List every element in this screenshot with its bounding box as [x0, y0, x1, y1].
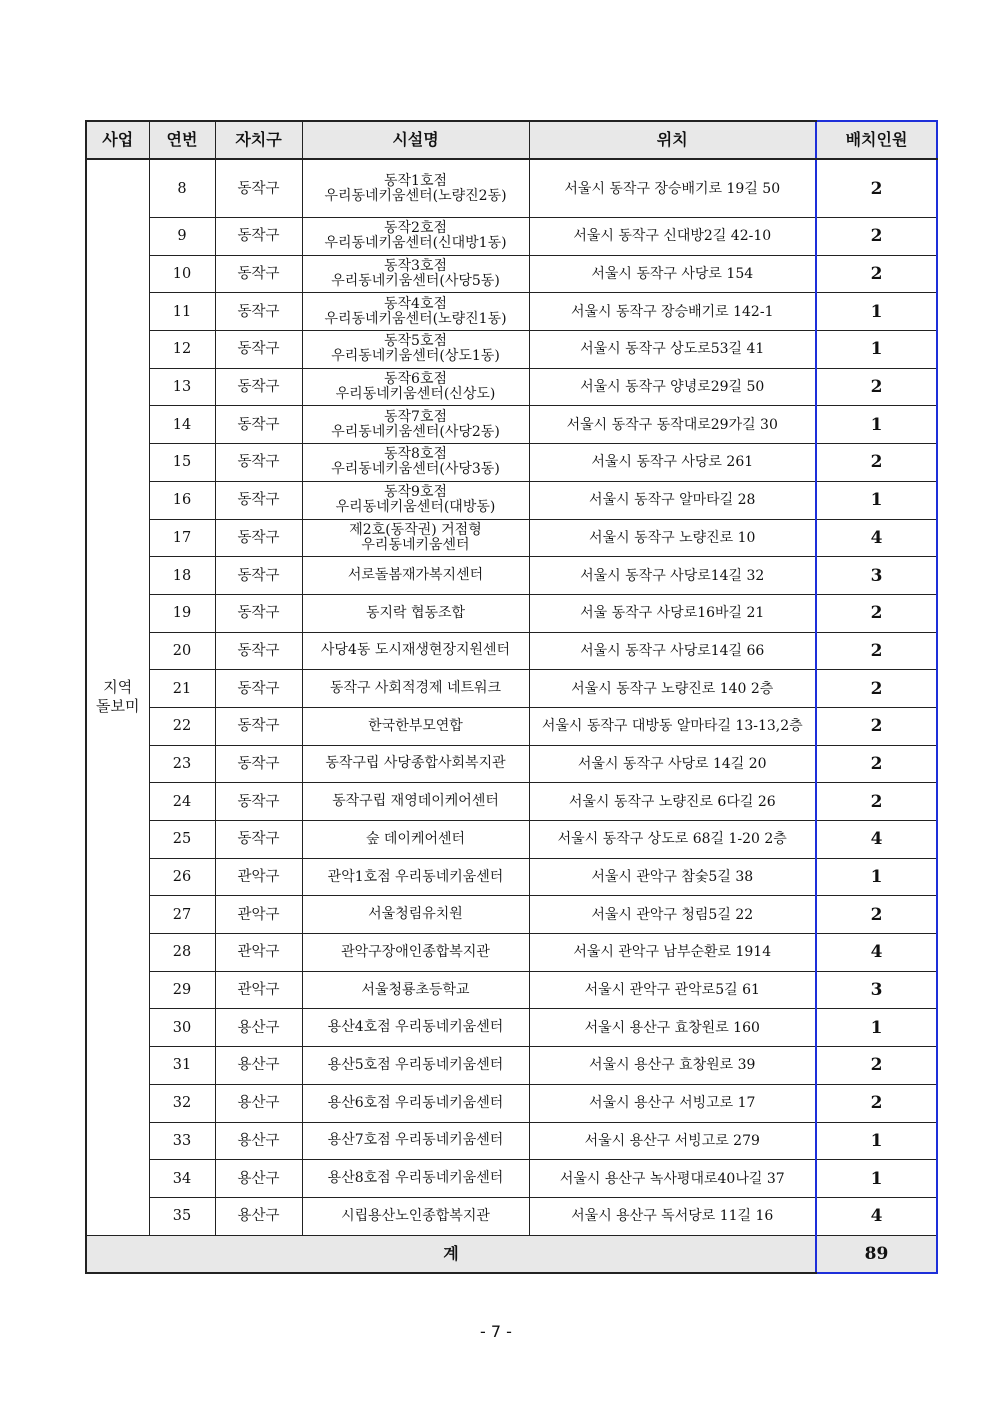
- table-row: [86, 159, 937, 218]
- facility-cell: [302, 971, 529, 1009]
- location-cell: 서울시 용산구 서빙고로 17: [529, 1084, 816, 1122]
- row-number-cell: 12: [149, 331, 215, 369]
- staff-count-cell: 2: [816, 594, 937, 632]
- table-row: [86, 971, 937, 1009]
- district-cell: 용산구: [215, 1122, 302, 1160]
- table-row: [86, 783, 937, 821]
- row-number-cell: 35: [149, 1197, 215, 1235]
- table-row: [86, 670, 937, 708]
- location-cell: 서울시 관악구 청림5길 22: [529, 896, 816, 934]
- facility-cell: [302, 670, 529, 708]
- facility-line: 용산5호점 우리동네키움센터: [327, 1056, 504, 1073]
- district-cell: 동작구: [215, 745, 302, 783]
- row-number-cell: 11: [149, 293, 215, 331]
- district-cell: 동작구: [215, 406, 302, 444]
- facility-line: 서울청림유치원: [368, 906, 463, 923]
- location-cell: 서울시 동작구 사당로 14길 20: [529, 745, 816, 783]
- location-cell: 서울시 동작구 대방동 알마타길 13-13,2층: [529, 707, 816, 745]
- row-number-cell: 32: [149, 1084, 215, 1122]
- table-row: [86, 1197, 937, 1235]
- staff-count-cell: 4: [816, 934, 937, 972]
- row-number-cell: 22: [149, 707, 215, 745]
- row-number-cell: 21: [149, 670, 215, 708]
- row-number-cell: 18: [149, 557, 215, 595]
- facility-cell: [302, 783, 529, 821]
- facility-cell: [302, 519, 529, 557]
- table-row: [86, 368, 937, 406]
- facility-cell: [302, 293, 529, 331]
- row-number-cell: 8: [149, 159, 215, 218]
- facility-line: 우리동네키움센터(노량진1동): [324, 310, 507, 327]
- facility-cell: [302, 745, 529, 783]
- facility-cell: [302, 821, 529, 859]
- table-row: [86, 293, 937, 331]
- facility-line: 동작구 사회적경제 네트워크: [329, 680, 502, 697]
- header-staff: 배치인원: [816, 121, 937, 159]
- table-row: [86, 1122, 937, 1160]
- staff-count-cell: 1: [816, 481, 937, 519]
- facility-line: 동작4호점: [383, 295, 447, 312]
- district-cell: 동작구: [215, 632, 302, 670]
- table-row: [86, 444, 937, 482]
- facility-cell: [302, 1122, 529, 1160]
- facility-line: 용산8호점 우리동네키움센터: [327, 1170, 504, 1187]
- location-cell: 서울시 용산구 서빙고로 279: [529, 1122, 816, 1160]
- row-number-cell: 17: [149, 519, 215, 557]
- location-cell: 서울시 용산구 녹사평대로40나길 37: [529, 1160, 816, 1198]
- staff-count-cell: 2: [816, 255, 937, 293]
- staff-placement-table: [85, 120, 938, 1274]
- district-cell: 동작구: [215, 670, 302, 708]
- district-cell: 관악구: [215, 971, 302, 1009]
- district-cell: 동작구: [215, 519, 302, 557]
- table-row: [86, 1084, 937, 1122]
- row-number-cell: 10: [149, 255, 215, 293]
- staff-count-cell: 3: [816, 971, 937, 1009]
- row-number-cell: 27: [149, 896, 215, 934]
- row-number-cell: 9: [149, 218, 215, 256]
- total-row: [86, 1235, 937, 1273]
- category-cell: [86, 159, 149, 1235]
- facility-line: 한국한부모연합: [368, 717, 463, 734]
- district-cell: 동작구: [215, 255, 302, 293]
- location-cell: 서울시 동작구 사당로14길 66: [529, 632, 816, 670]
- district-cell: 동작구: [215, 557, 302, 595]
- facility-line: 우리동네키움센터(상도1동): [331, 348, 500, 365]
- facility-line: 우리동네키움센터(신상도): [335, 386, 496, 403]
- facility-line: 동작구립 재영데이케어센터: [332, 793, 499, 810]
- district-cell: 동작구: [215, 368, 302, 406]
- facility-line: 용산6호점 우리동네키움센터: [327, 1094, 504, 1111]
- district-cell: 동작구: [215, 594, 302, 632]
- facility-line: 동작구립 사당종합사회복지관: [325, 755, 506, 772]
- table-row: [86, 406, 937, 444]
- staff-count-cell: 2: [816, 1047, 937, 1085]
- location-cell: 서울시 동작구 알마타길 28: [529, 481, 816, 519]
- facility-line: 동작6호점: [383, 371, 447, 388]
- table-row: [86, 1009, 937, 1047]
- facility-line: 우리동네키움센터(사당3동): [331, 461, 500, 478]
- location-cell: 서울시 동작구 노량진로 6다길 26: [529, 783, 816, 821]
- staff-count-cell: 1: [816, 1122, 937, 1160]
- row-number-cell: 20: [149, 632, 215, 670]
- staff-count-cell: 2: [816, 159, 937, 218]
- staff-count-cell: 2: [816, 368, 937, 406]
- row-number-cell: 31: [149, 1047, 215, 1085]
- staff-count-cell: 2: [816, 632, 937, 670]
- total-label: 계: [86, 1235, 816, 1273]
- facility-line: 동작9호점: [383, 484, 447, 501]
- facility-cell: [302, 331, 529, 369]
- district-cell: 관악구: [215, 896, 302, 934]
- facility-cell: [302, 368, 529, 406]
- staff-count-cell: 1: [816, 858, 937, 896]
- facility-line: 동지락 협동조합: [365, 604, 466, 621]
- staff-placement-table-container: [85, 120, 938, 1274]
- facility-cell: [302, 632, 529, 670]
- facility-line: 동작5호점: [383, 333, 447, 350]
- table-row: [86, 255, 937, 293]
- table-row: [86, 1160, 937, 1198]
- district-cell: 동작구: [215, 331, 302, 369]
- facility-cell: [302, 218, 529, 256]
- staff-count-cell: 4: [816, 821, 937, 859]
- row-number-cell: 23: [149, 745, 215, 783]
- table-row: [86, 481, 937, 519]
- location-cell: 서울시 용산구 효창원로 39: [529, 1047, 816, 1085]
- facility-line: 숲 데이케어센터: [365, 830, 466, 847]
- table-row: [86, 707, 937, 745]
- facility-cell: [302, 896, 529, 934]
- table-row: [86, 934, 937, 972]
- district-cell: 동작구: [215, 821, 302, 859]
- district-cell: 동작구: [215, 444, 302, 482]
- header-district: 자치구: [215, 121, 302, 159]
- district-cell: 관악구: [215, 858, 302, 896]
- staff-count-cell: 1: [816, 406, 937, 444]
- facility-cell: [302, 159, 529, 218]
- location-cell: 서울시 동작구 사당로14길 32: [529, 557, 816, 595]
- category-line2: 돌보미: [96, 697, 140, 716]
- district-cell: 동작구: [215, 218, 302, 256]
- facility-cell: [302, 1160, 529, 1198]
- facility-cell: [302, 1084, 529, 1122]
- table-row: [86, 896, 937, 934]
- table-row: [86, 745, 937, 783]
- facility-line: 동작8호점: [383, 446, 447, 463]
- facility-line: 우리동네키움센터(신대방1동): [324, 235, 507, 252]
- facility-line: 우리동네키움센터(대방동): [335, 499, 496, 516]
- facility-cell: [302, 1047, 529, 1085]
- location-cell: 서울시 용산구 독서당로 11길 16: [529, 1197, 816, 1235]
- facility-line: 사당4동 도시재생현장지원센터: [320, 642, 511, 659]
- staff-count-cell: 3: [816, 557, 937, 595]
- row-number-cell: 30: [149, 1009, 215, 1047]
- facility-cell: [302, 1009, 529, 1047]
- table-row: [86, 632, 937, 670]
- facility-line: 동작1호점: [383, 172, 447, 189]
- staff-count-cell: 2: [816, 896, 937, 934]
- facility-line: 관악1호점 우리동네키움센터: [327, 868, 504, 885]
- table-row: [86, 557, 937, 595]
- header-location: 위치: [529, 121, 816, 159]
- staff-count-cell: 4: [816, 1197, 937, 1235]
- location-cell: 서울시 동작구 노량진로 140 2층: [529, 670, 816, 708]
- facility-cell: [302, 858, 529, 896]
- facility-line: 동작2호점: [383, 220, 447, 237]
- location-cell: 서울시 동작구 양녕로29길 50: [529, 368, 816, 406]
- location-cell: 서울시 동작구 사당로 261: [529, 444, 816, 482]
- header-facility: 시설명: [302, 121, 529, 159]
- location-cell: 서울시 관악구 관악로5길 61: [529, 971, 816, 1009]
- district-cell: 동작구: [215, 707, 302, 745]
- row-number-cell: 28: [149, 934, 215, 972]
- facility-line: 우리동네키움센터: [361, 536, 470, 553]
- row-number-cell: 25: [149, 821, 215, 859]
- facility-line: 우리동네키움센터(사당5동): [331, 273, 500, 290]
- row-number-cell: 34: [149, 1160, 215, 1198]
- location-cell: 서울시 동작구 사당로 154: [529, 255, 816, 293]
- location-cell: 서울시 동작구 신대방2길 42-10: [529, 218, 816, 256]
- facility-cell: [302, 255, 529, 293]
- facility-line: 관악구장애인종합복지관: [341, 943, 490, 960]
- district-cell: 용산구: [215, 1197, 302, 1235]
- row-number-cell: 15: [149, 444, 215, 482]
- table-row: [86, 858, 937, 896]
- header-number: 연번: [149, 121, 215, 159]
- facility-cell: [302, 481, 529, 519]
- location-cell: 서울시 동작구 상도로 68길 1-20 2층: [529, 821, 816, 859]
- facility-line: 서로돌봄재가복지센터: [347, 567, 484, 584]
- location-cell: 서울시 동작구 노량진로 10: [529, 519, 816, 557]
- table-row: [86, 1047, 937, 1085]
- table-body: [86, 159, 937, 1273]
- district-cell: 동작구: [215, 293, 302, 331]
- facility-line: 용산7호점 우리동네키움센터: [327, 1132, 504, 1149]
- facility-line: 동작3호점: [383, 258, 447, 275]
- location-cell: 서울시 동작구 장승배기로 19길 50: [529, 159, 816, 218]
- district-cell: 용산구: [215, 1084, 302, 1122]
- staff-count-cell: 2: [816, 218, 937, 256]
- facility-line: 용산4호점 우리동네키움센터: [327, 1019, 504, 1036]
- facility-cell: [302, 444, 529, 482]
- staff-count-cell: 1: [816, 1160, 937, 1198]
- facility-line: 제2호(동작권) 거점형: [349, 521, 482, 538]
- location-cell: 서울시 관악구 남부순환로 1914: [529, 934, 816, 972]
- facility-cell: [302, 557, 529, 595]
- row-number-cell: 24: [149, 783, 215, 821]
- category-line1: 지역: [103, 678, 133, 697]
- table-row: [86, 821, 937, 859]
- district-cell: 용산구: [215, 1009, 302, 1047]
- facility-line: 우리동네키움센터(노량진2동): [324, 187, 507, 204]
- row-number-cell: 33: [149, 1122, 215, 1160]
- row-number-cell: 29: [149, 971, 215, 1009]
- table-row: [86, 331, 937, 369]
- facility-cell: [302, 594, 529, 632]
- district-cell: 동작구: [215, 159, 302, 218]
- location-cell: 서울시 동작구 장승배기로 142-1: [529, 293, 816, 331]
- table-header-row: [86, 121, 937, 159]
- staff-count-cell: 1: [816, 1009, 937, 1047]
- location-cell: 서울시 용산구 효창원로 160: [529, 1009, 816, 1047]
- staff-count-cell: 2: [816, 745, 937, 783]
- district-cell: 동작구: [215, 481, 302, 519]
- table-row: [86, 519, 937, 557]
- staff-count-cell: 4: [816, 519, 937, 557]
- district-cell: 용산구: [215, 1047, 302, 1085]
- row-number-cell: 16: [149, 481, 215, 519]
- header-business: 사업: [86, 121, 149, 159]
- staff-count-cell: 2: [816, 707, 937, 745]
- row-number-cell: 14: [149, 406, 215, 444]
- row-number-cell: 26: [149, 858, 215, 896]
- table-row: [86, 218, 937, 256]
- total-count: 89: [816, 1235, 937, 1273]
- table-row: [86, 594, 937, 632]
- staff-count-cell: 1: [816, 331, 937, 369]
- facility-line: 동작7호점: [383, 408, 447, 425]
- row-number-cell: 13: [149, 368, 215, 406]
- staff-count-cell: 2: [816, 670, 937, 708]
- facility-cell: [302, 1197, 529, 1235]
- facility-cell: [302, 406, 529, 444]
- location-cell: 서울시 동작구 동작대로29가길 30: [529, 406, 816, 444]
- district-cell: 용산구: [215, 1160, 302, 1198]
- location-cell: 서울 동작구 사당로16바길 21: [529, 594, 816, 632]
- staff-count-cell: 1: [816, 293, 937, 331]
- staff-count-cell: 2: [816, 444, 937, 482]
- facility-cell: [302, 707, 529, 745]
- facility-line: 우리동네키움센터(사당2동): [331, 423, 500, 440]
- district-cell: 관악구: [215, 934, 302, 972]
- facility-line: 시립용산노인종합복지관: [341, 1207, 490, 1224]
- page-number: - 7 -: [480, 1322, 512, 1341]
- staff-count-cell: 2: [816, 783, 937, 821]
- location-cell: 서울시 관악구 참숯5길 38: [529, 858, 816, 896]
- staff-count-cell: 2: [816, 1084, 937, 1122]
- facility-line: 서울청룡초등학교: [361, 981, 470, 998]
- district-cell: 동작구: [215, 783, 302, 821]
- row-number-cell: 19: [149, 594, 215, 632]
- facility-cell: [302, 934, 529, 972]
- location-cell: 서울시 동작구 상도로53길 41: [529, 331, 816, 369]
